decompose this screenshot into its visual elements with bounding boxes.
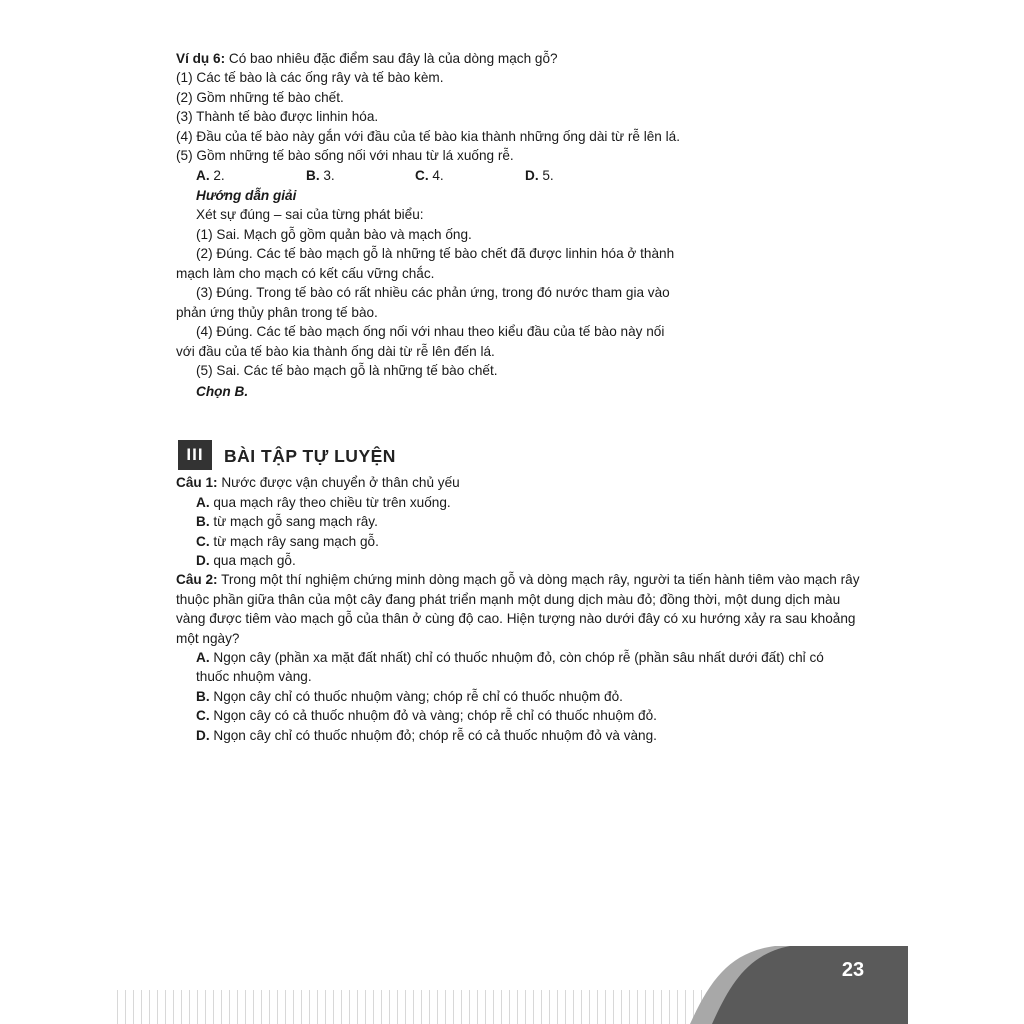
section-title: BÀI TẬP TỰ LUYỆN (224, 446, 396, 466)
example-6-option-a: A. 2. (196, 168, 225, 183)
guide-item-4-cont: với đầu của tế bào kia thành ống dài từ rễ lên đến lá. (176, 344, 495, 359)
question-1-option-c: C. từ mạch rây sang mạch gỗ. (196, 534, 379, 549)
guide-item-3-cont: phản ứng thủy phân trong tế bào. (176, 305, 378, 320)
guide-item-4: (4) Đúng. Các tế bào mạch ống nối với nhau theo kiểu đầu của tế bào này nối (196, 324, 665, 339)
page-number: 23 (841, 959, 865, 981)
footer-wave-decoration (690, 940, 908, 1024)
question-2-option-b: B. Ngọn cây chỉ có thuốc nhuộm vàng; chóp rễ chỉ có thuốc nhuộm đỏ. (196, 689, 623, 704)
answer-choice: Chọn B. (196, 384, 249, 399)
guide-item-2: (2) Đúng. Các tế bào mạch gỗ là những tế bào chết đã được linhin hóa ở thành (196, 246, 675, 261)
example-6-option-c: C. 4. (415, 168, 444, 183)
question-2-label: Câu 2: (176, 572, 218, 587)
example-6-statement-3: (3) Thành tế bào được linhin hóa. (176, 109, 379, 124)
question-1 (176, 473, 460, 492)
example-6-option-d: D. 5. (525, 168, 554, 183)
example-6-option-b: B. 3. (306, 168, 335, 183)
question-2-option-a: A. Ngọn cây (phần xa mặt đất nhất) chỉ có thuốc nhuộm đỏ, còn chóp rễ (phần sâu nhất dưới đất) chỉ có (196, 650, 824, 665)
example-6-statement-2: (2) Gồm những tế bào chết. (176, 90, 344, 105)
example-6-options (196, 166, 616, 185)
example-6-question-text: Có bao nhiêu đặc điểm sau đây là của dòng mạch gỗ? (225, 51, 558, 66)
guide-item-2-cont: mạch làm cho mạch có kết cấu vững chắc. (176, 266, 435, 281)
question-1-option-d: D. qua mạch gỗ. (196, 553, 296, 568)
question-1-option-a: A. qua mạch rây theo chiều từ trên xuống. (196, 495, 451, 510)
footer-stripe-pattern (117, 990, 737, 1024)
question-2-option-c: C. Ngọn cây có cả thuốc nhuộm đỏ và vàng; chóp rễ chỉ có thuốc nhuộm đỏ. (196, 708, 657, 723)
question-1-label: Câu 1: (176, 475, 218, 490)
guide-item-5: (5) Sai. Các tế bào mạch gỗ là những tế bào chết. (196, 363, 498, 378)
example-6-statement-5: (5) Gồm những tế bào sống nối với nhau từ lá xuống rễ. (176, 148, 514, 163)
example-6-question (176, 49, 558, 68)
guide-intro: Xét sự đúng – sai của từng phát biểu: (196, 207, 424, 222)
question-2-option-a-cont: thuốc nhuộm vàng. (196, 669, 312, 684)
guide-item-3: (3) Đúng. Trong tế bào có rất nhiều các phản ứng, trong đó nước tham gia vào (196, 285, 670, 300)
question-2-text: Trong một thí nghiệm chứng minh dòng mạch gỗ và dòng mạch rây, người ta tiến hành tiêm vào mạch rây thuộc phần giữa thân của một cây đang phát triển mạnh một dung dịch màu đỏ; đồng thời, một dung dịch màu vàng được tiêm vào mạch gỗ của thân ở cùng độ cao. Hiện tượng nào dưới đây có xu hướng xảy ra sau khoảng một ngày? (176, 572, 860, 646)
question-2 (176, 570, 866, 648)
section-number-badge: III (178, 440, 212, 470)
example-6-statement-1: (1) Các tế bào là các ống rây và tế bào kèm. (176, 70, 444, 85)
question-2-option-d: D. Ngọn cây chỉ có thuốc nhuộm đỏ; chóp rễ có cả thuốc nhuộm đỏ và vàng. (196, 728, 657, 743)
example-6-statement-4: (4) Đầu của tế bào này gắn với đầu của tế bào kia thành những ống dài từ rễ lên lá. (176, 129, 680, 144)
example-6-label: Ví dụ 6: (176, 51, 226, 66)
guide-item-1: (1) Sai. Mạch gỗ gồm quản bào và mạch ống. (196, 227, 472, 242)
question-1-text: Nước được vận chuyển ở thân chủ yếu (217, 475, 460, 490)
question-1-option-b: B. từ mạch gỗ sang mạch rây. (196, 514, 378, 529)
guide-title: Hướng dẫn giải (196, 188, 297, 203)
